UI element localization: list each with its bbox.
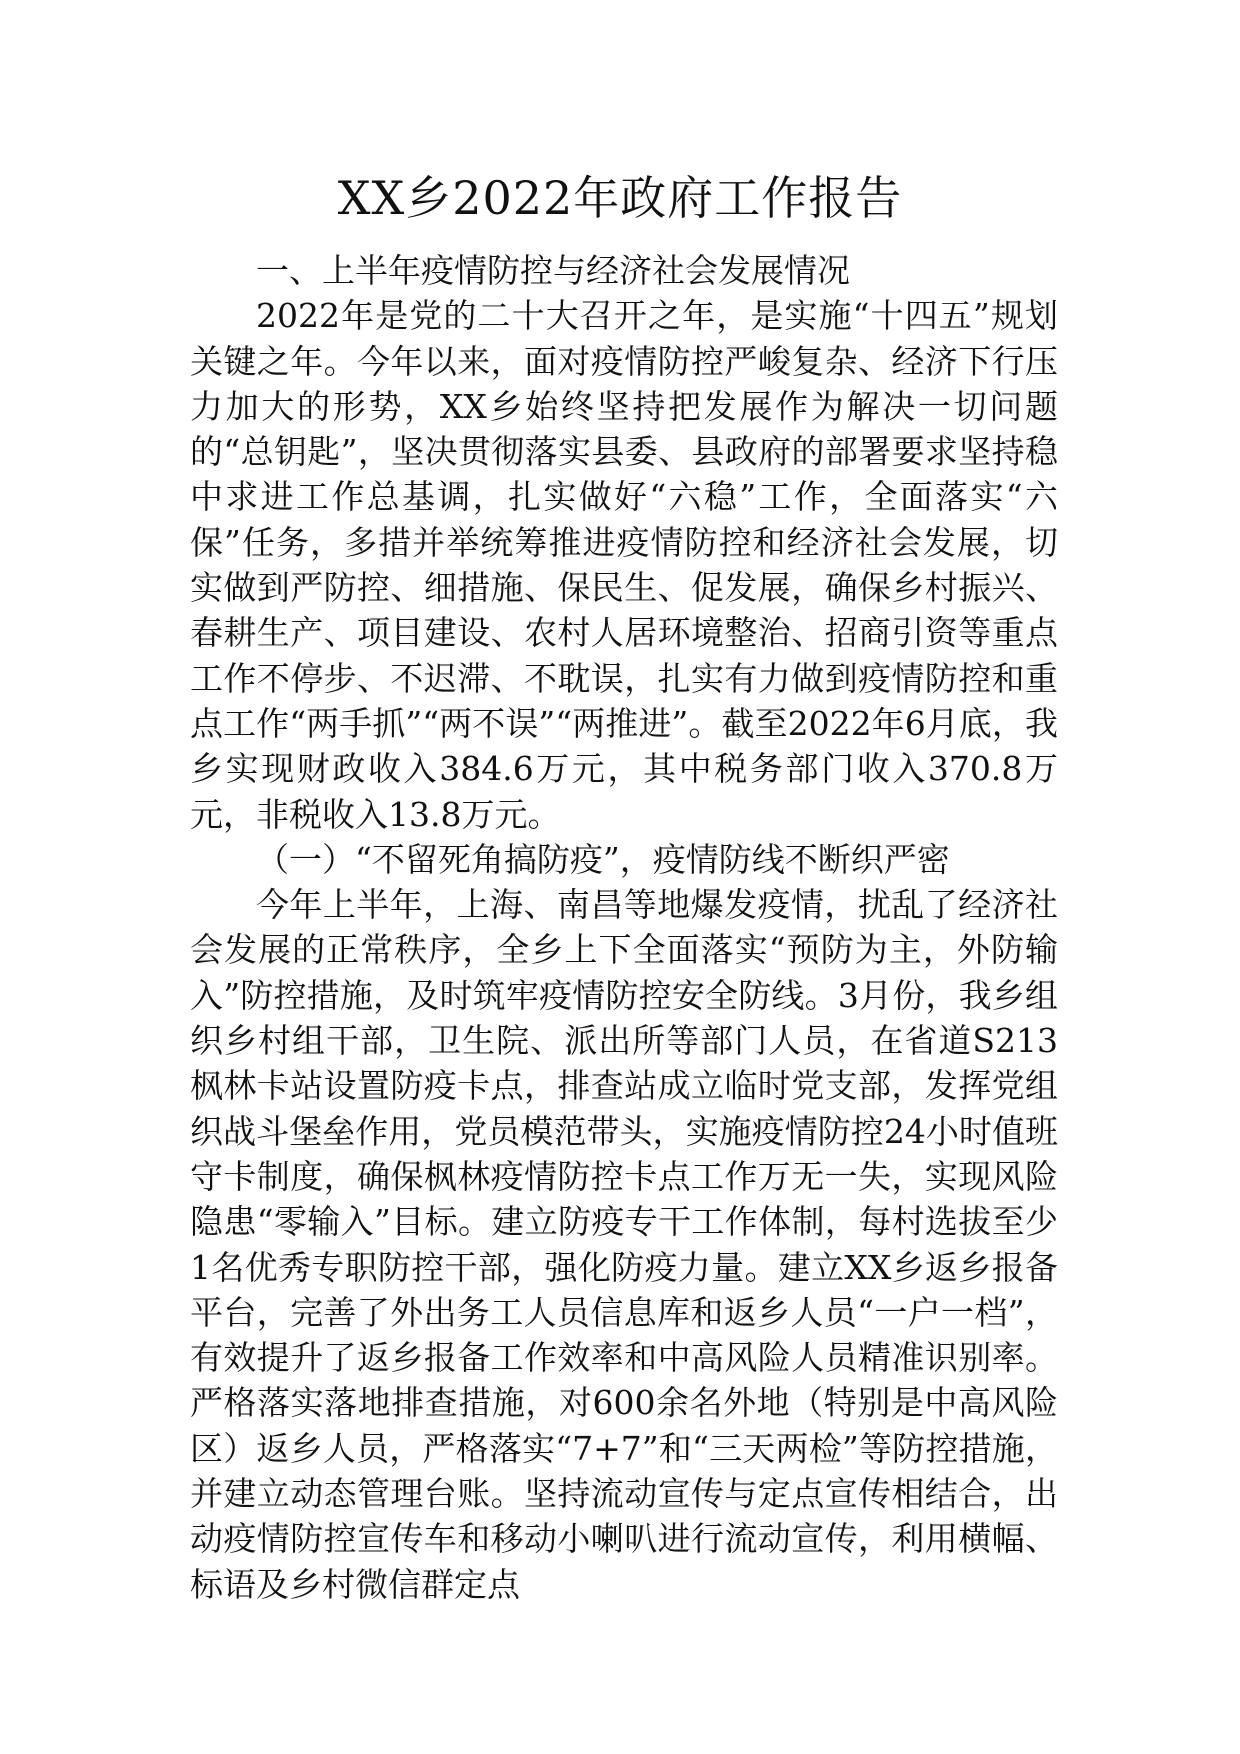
subsection-heading: （一）“不留死角搞防疫”，疫情防线不断织严密 <box>256 839 950 879</box>
body-paragraph: 2022年是党的二十大召开之年，是实施“十四五”规划关键之年。今年以来，面对疫情防控严峻复杂、经济下行压力加大的形势，XX乡始终坚持把发展作为解决一切问题的“总钥匙”，坚决贯彻落实县委、县政府的部署要求坚持稳中求进工作总基调，扎实做好“六稳”工作，全面落实“六保”任务，多措并举统筹推进疫情防控和经济社会发展，切实做到严防控、细措施、保民生、促发展，确保乡村振兴、春耕生产、项目建设、农村人居环境整治、招商引资等重点工作不停步、不迟滞、不耽误，扎实有力做到疫情防控和重点工作“两手抓”“两不误”“两推进”。截至2022年6月底，我乡实现财政收入384.6万元，其中税务部门收入370.8万元，非税收入13.8万元。 <box>190 296 1058 834</box>
section-heading: 一、上半年疫情防控与经济社会发展情况 <box>256 251 850 290</box>
document-title: XX乡2022年政府工作报告 <box>337 171 903 225</box>
body-paragraph: 今年上半年，上海、南昌等地爆发疫情，扰乱了经济社会发展的正常秩序，全乡上下全面落实“预防为主，外防输入”防控措施，及时筑牢疫情防控安全防线。3月份，我乡组织乡村组干部，卫生院、派出所等部门人员，在省道S213枫林卡站设置防疫卡点，排查站成立临时党支部，发挥党组织战斗堡垒作用，党员模范带头，实施疫情防控24小时值班守卡制度，确保枫林疫情防控卡点工作万无一失，实现风险隐患“零输入”目标。建立防疫专干工作体制，每村选拔至少1名优秀专职防控干部，强化防疫力量。建立XX乡返乡报备平台，完善了外出务工人员信息库和返乡人员“一户一档”，有效提升了返乡报备工作效率和中高风险人员精准识别率。严格落实落地排查措施，对600余名外地（特别是中高风险区）返乡人员，严格落实“7+7”和“三天两检”等防控措施，并建立动态管理台账。坚持流动宣传与定点宣传相结合，出动疫情防控宣传车和移动小喇叭进行流动宣传，利用横幅、标语及乡村微信群定点 <box>190 885 1058 1604</box>
document-body <box>190 248 1058 1607</box>
